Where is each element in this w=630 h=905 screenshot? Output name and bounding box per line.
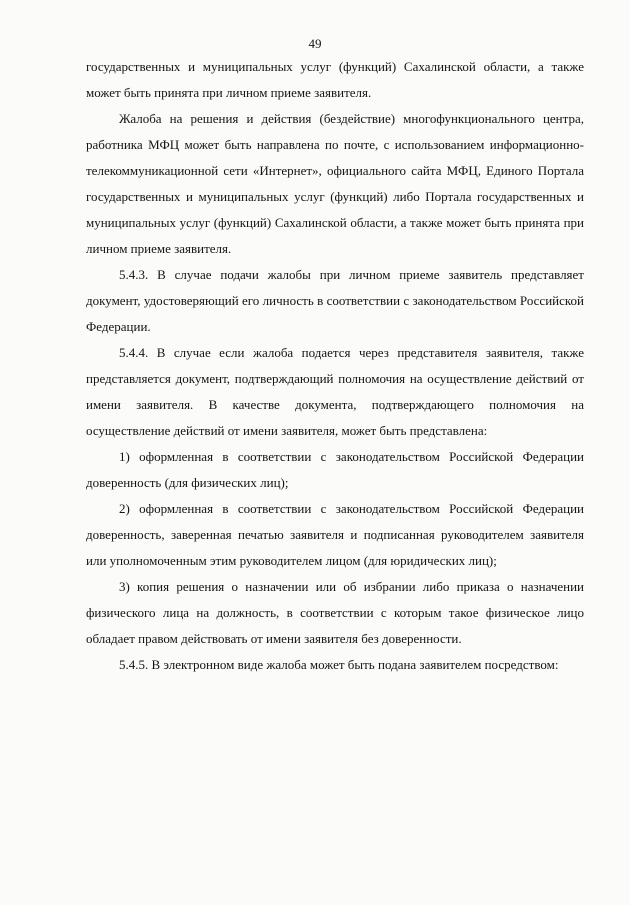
list-item-2: 2) оформленная в соответствии с законодательством Российской Федерации доверенность, заверенная печатью заявителя и подписанная руководителем заявителя или уполномоченным этим руководителем лицом (для юридических лиц); (86, 501, 584, 568)
paragraph-2: Жалоба на решения и действия (бездействие) многофункционального центра, работника МФЦ может быть направлена по почте, с использованием информационно-телекоммуникационной сети «Интернет», официального сайта МФЦ, Единого Портала государственных и муниципальных услуг (функций) либо Портала государственных и муниципальных услуг (функций) Сахалинской области, а также может быть принята при личном приеме заявителя. (86, 111, 584, 256)
list-item-1: 1) оформленная в соответствии с законодательством Российской Федерации доверенность (для физических лиц); (86, 449, 584, 490)
page-number: 49 (308, 36, 322, 51)
paragraph-1: государственных и муниципальных услуг (функций) Сахалинской области, а также может быть принята при личном приеме заявителя. (86, 59, 584, 100)
paragraph-4: 5.4.4. В случае если жалоба подается через представителя заявителя, также представляется документ, подтверждающий полномочия на осуществление действий от имени заявителя. В качестве документа, подтверждающего полномочия на осуществление действий от имени заявителя, может быть представлена: (86, 345, 584, 438)
paragraph-5: 5.4.5. В электронном виде жалоба может быть подана заявителем посредством: (119, 657, 559, 672)
paragraph-3: 5.4.3. В случае подачи жалобы при личном приеме заявитель представляет документ, удостоверяющий его личность в соответствии с законодательством Российской Федерации. (86, 267, 584, 334)
document-body (86, 54, 584, 678)
list-item-3: 3) копия решения о назначении или об избрании либо приказа о назначении физического лица на должность, в соответствии с которым такое физическое лицо обладает правом действовать от имени заявителя без доверенности. (86, 579, 584, 646)
